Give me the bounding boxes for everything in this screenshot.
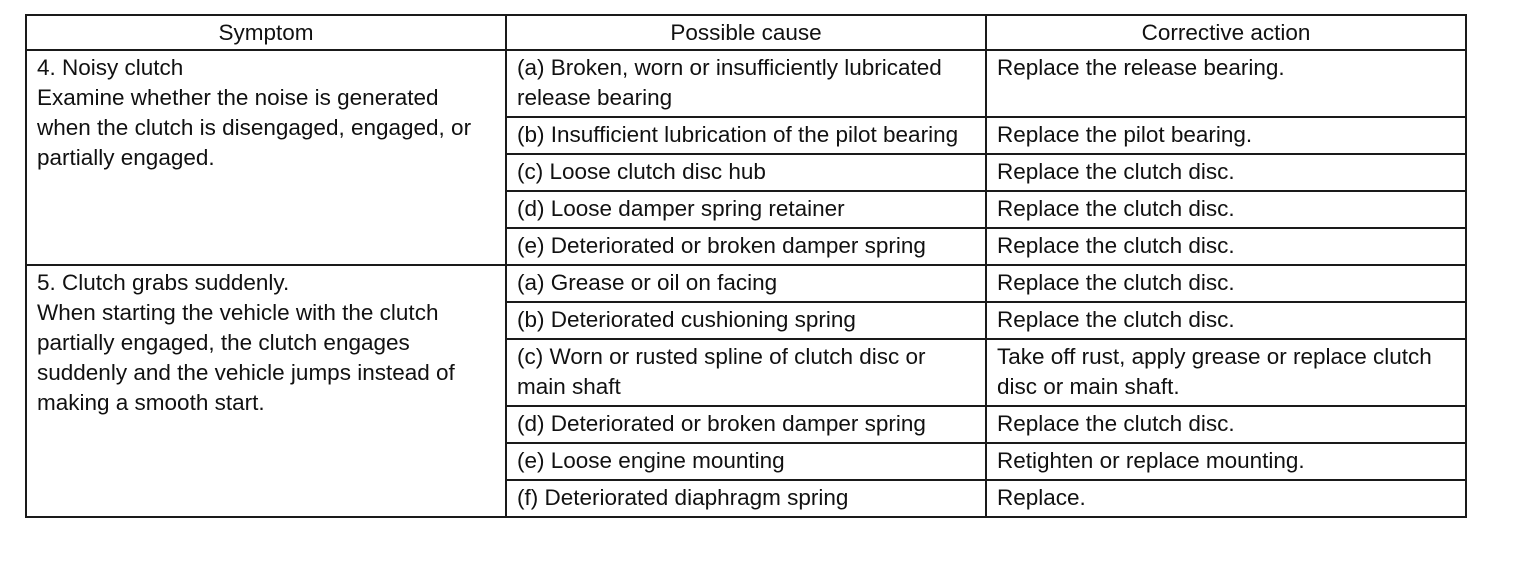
cause-cell: (a) Broken, worn or insufficiently lubricated release bearing: [506, 50, 986, 117]
cause-cell: (b) Deteriorated cushioning spring: [506, 302, 986, 339]
action-cell: Retighten or replace mounting.: [986, 443, 1466, 480]
symptom-title: 4. Noisy clutch: [37, 55, 184, 80]
cause-cell: (d) Loose damper spring retainer: [506, 191, 986, 228]
symptom-cell: [26, 50, 506, 265]
cause-cell: (a) Grease or oil on facing: [506, 265, 986, 302]
symptom-detail: When starting the vehicle with the clutch partially engaged, the clutch engages suddenly and the vehicle jumps instead of making a smooth start.: [37, 300, 455, 415]
table-header: [26, 15, 1466, 50]
action-cell: Replace the clutch disc.: [986, 154, 1466, 191]
cause-cell: (e) Loose engine mounting: [506, 443, 986, 480]
action-cell: Replace the pilot bearing.: [986, 117, 1466, 154]
action-cell: Replace the clutch disc.: [986, 228, 1466, 265]
symptom-detail: Examine whether the noise is generated when the clutch is disengaged, engaged, or partially engaged.: [37, 85, 472, 170]
cause-cell: (c) Loose clutch disc hub: [506, 154, 986, 191]
table-row: [26, 265, 1466, 302]
header-row: [26, 15, 1466, 50]
cause-cell: (c) Worn or rusted spline of clutch disc or main shaft: [506, 339, 986, 406]
cause-cell: (e) Deteriorated or broken damper spring: [506, 228, 986, 265]
header-symptom: Symptom: [26, 15, 506, 50]
header-possible-cause: Possible cause: [506, 15, 986, 50]
action-cell: Replace the clutch disc.: [986, 406, 1466, 443]
table-body: [26, 50, 1466, 517]
cause-cell: (f) Deteriorated diaphragm spring: [506, 480, 986, 517]
symptom-cell: [26, 265, 506, 517]
troubleshooting-table: [25, 14, 1467, 518]
table-row: [26, 50, 1466, 117]
cause-cell: (d) Deteriorated or broken damper spring: [506, 406, 986, 443]
action-cell: Replace the clutch disc.: [986, 265, 1466, 302]
action-cell: Replace.: [986, 480, 1466, 517]
cause-cell: (b) Insufficient lubrication of the pilot bearing: [506, 117, 986, 154]
action-cell: Replace the release bearing.: [986, 50, 1466, 117]
action-cell: Replace the clutch disc.: [986, 191, 1466, 228]
symptom-title: 5. Clutch grabs suddenly.: [37, 270, 290, 295]
header-corrective-action: Corrective action: [986, 15, 1466, 50]
action-cell: Take off rust, apply grease or replace clutch disc or main shaft.: [986, 339, 1466, 406]
action-cell: Replace the clutch disc.: [986, 302, 1466, 339]
